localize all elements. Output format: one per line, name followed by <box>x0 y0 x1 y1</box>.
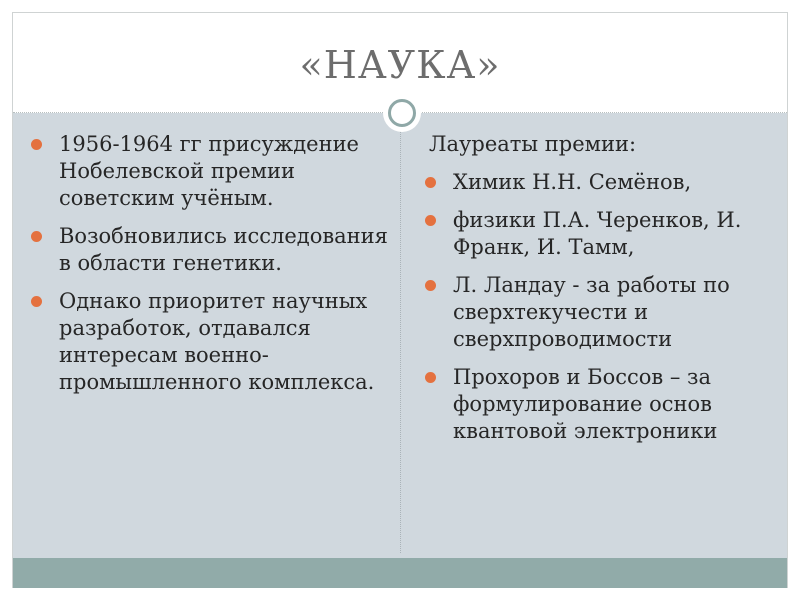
column-separator <box>400 123 401 553</box>
list-item-text: Л. Ландау - за работы по сверхтекучести и сверхпроводимости <box>453 273 730 351</box>
bullet-dot-icon <box>31 139 42 150</box>
list-item-text: Прохоров и Боссов – за формулирование основ квантовой электроники <box>453 365 718 443</box>
list-item-text: Химик Н.Н. Семёнов, <box>453 170 692 194</box>
slide <box>12 12 788 588</box>
list-item <box>422 207 782 261</box>
list-item-text: Однако приоритет научных разработок, отдавался интересам военно-промышленного комплекса. <box>59 289 375 394</box>
laureates-list <box>422 169 782 445</box>
list-item <box>28 223 390 277</box>
bullet-dot-icon <box>31 296 42 307</box>
bullet-dot-icon <box>425 372 436 383</box>
list-item <box>422 272 782 353</box>
right-heading: Лауреаты премии: <box>429 132 637 156</box>
list-item <box>422 169 782 196</box>
bullet-dot-icon <box>31 231 42 242</box>
list-item-text: физики П.А. Черенков, И. Франк, И. Тамм, <box>453 208 742 259</box>
list-item-text: Возобновились исследования в области генетики. <box>59 224 388 275</box>
bullet-dot-icon <box>425 215 436 226</box>
list-item <box>28 131 390 212</box>
footer-bar <box>13 558 787 588</box>
right-column <box>422 131 782 456</box>
list-item <box>422 364 782 445</box>
bullet-dot-icon <box>425 280 436 291</box>
content-area <box>13 113 787 558</box>
divider-circle-icon <box>383 94 421 132</box>
slide-title: «НАУКА» <box>299 43 501 87</box>
left-column <box>28 131 390 407</box>
bullet-dot-icon <box>425 177 436 188</box>
list-item <box>28 288 390 396</box>
list-item-text: 1956-1964 гг присуждение Нобелевской премии советским учёным. <box>59 132 359 210</box>
circle-ring <box>388 99 416 127</box>
